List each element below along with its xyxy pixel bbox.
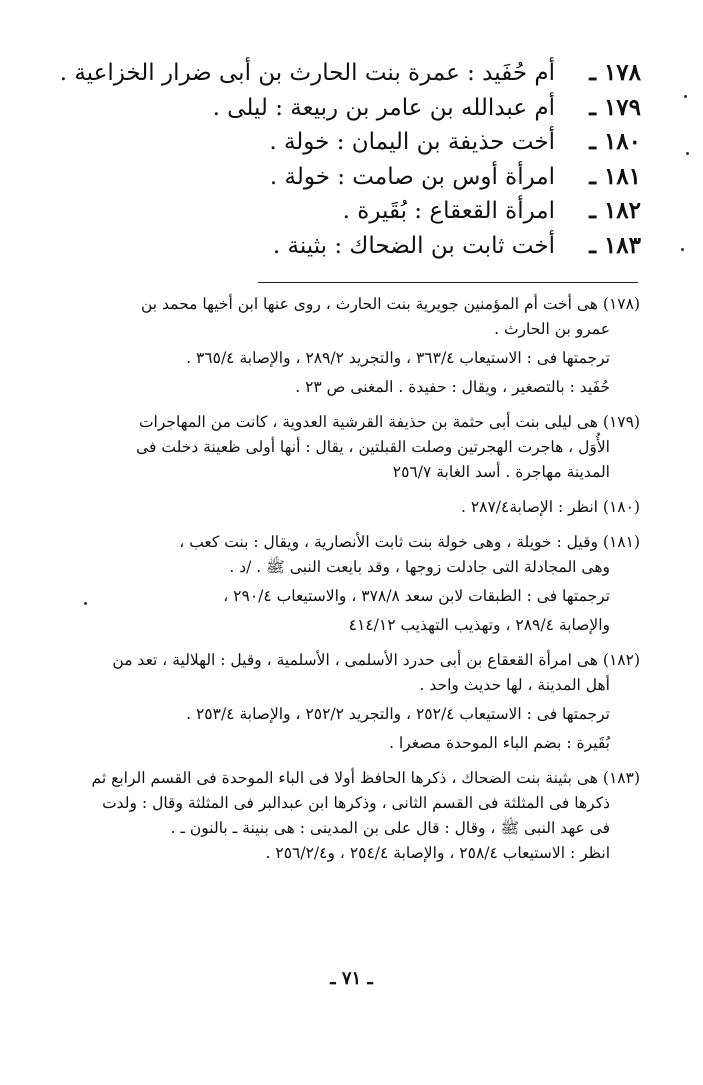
footnote-reference: ترجمتها فى : الطبقات لابن سعد ٣٧٨/٨ ، والاستيعاب ٢٩٠/٤ ، [223,587,610,605]
entry-number: ١٨٣ ـ [589,231,641,259]
footnote-line: (١٨٠) انظر : الإصابة٢٨٧/٤ . [460,498,640,516]
scan-speck [686,152,689,155]
scan-speck [681,248,684,251]
footnote-180 [88,495,640,520]
footnote-reference: ترجمتها فى : الاستيعاب ٣٦٣/٤ ، والتجريد ٢٨٩/٢ ، والإصابة ٣٦٥/٤ . [186,349,610,367]
footnote-line: أهل المدينة ، لها حديث واحد . [419,676,610,694]
footnote-179 [88,410,640,485]
entry-183 [121,229,641,264]
footnote-line: عمرو بن الحارث . [494,320,610,338]
entry-178 [59,56,641,91]
footnote-line: (١٨٢) هى امرأة القعقاع بن أبى حدرد الأسلمى ، الأسلمية ، وقيل : الهلالية ، تعد من [112,651,640,669]
footnote-line: (١٧٩) هى ليلى بنت أبى حثمة بن حذيفة القرشية العدوية ، كانت من المهاجرات [138,413,640,431]
footnote-183 [88,766,640,866]
entry-text: أخت حذيفة بن اليمان : خولة . [269,129,555,156]
entry-182 [121,194,641,229]
entries-list [59,56,641,264]
entry-number: ١٧٨ ـ [589,59,641,86]
footnote-reference: ترجمتها فى : الاستيعاب ٢٥٢/٤ ، والتجريد ٢٥٢/٢ ، والإصابة ٢٥٣/٤ . [186,705,610,723]
entry-text: امرأة أوس بن صامت : خولة . [269,163,555,190]
footnote-line: وهى المجادلة التى جادلت زوجها ، وقد بايعت النبى ﷺ . /د . [229,558,610,576]
entry-text: أخت ثابت بن الضحاك : بثينة . [272,232,555,259]
entry-text: امرأة القعقاع : بُقَيرة . [342,198,555,225]
footnote-line: الأُوَل ، هاجرت الهجرتين وصلت القبلتين ، يقال : أنها أولى ظعينة دخلت فى [136,438,610,456]
footnote-line: ذكرها فى المثلثة فى القسم الثانى ، وذكرها ابن عبدالبر فى المثلثة وقال : ولدت [102,794,610,812]
entry-number: ١٨٠ ـ [589,128,641,156]
footnote-182 [88,648,640,756]
footnote-line: انظر : الاستيعاب ٢٥٨/٤ ، والإصابة ٢٥٤/٤ ، و٢٥٦/٢/٤ . [265,844,610,862]
footnotes [88,292,640,876]
entry-text: أم حُفَيد : عمرة بنت الحارث بن أبى ضرار الخزاعية . [59,60,555,86]
footnote-reference: والإصابة ٢٨٩/٤ ، وتهذيب التهذيب ٤١٤/١٢ [348,616,610,634]
entry-180 [121,125,641,160]
footnote-line: (١٨٣) هى بثينة بنت الضحاك ، ذكرها الحافظ أولا فى الباء الموحدة فى القسم الرابع ثم [91,769,640,787]
entry-number: ١٨٢ ـ [589,197,641,225]
footnote-line: فى عهد النبى ﷺ ، وقال : قال على بن المدينى : هى بنينة ـ بالنون ـ . [170,819,610,837]
footnote-reference: حُفَيد : بالتصغير ، ويقال : حفيدة . المغنى ص ٢٣ . [295,378,610,396]
footnote-178 [88,292,640,400]
footnote-line: (١٧٨) هى أخت أم المؤمنين جويرية بنت الحارث ، روى عنها ابن أخيها محمد بن [140,295,640,313]
entry-text: أم عبدالله بن عامر بن ربيعة : ليلى . [212,94,555,121]
footnote-reference: بُقَيرة : بضم الباء الموحدة مصغرا . [389,734,610,752]
scan-speck [684,95,687,98]
footnote-line: المدينة مهاجرة . أسد الغابة ٢٥٦/٧ [392,463,610,481]
footnote-line: (١٨١) وقيل : خويلة ، وهى خولة بنت ثابت الأنصارية ، ويقال : بنت كعب ، [179,533,640,551]
entry-181 [121,160,641,195]
entry-number: ١٧٩ ـ [589,93,641,121]
scan-speck [84,602,87,605]
page-number: ـ ٧١ ـ [330,968,373,989]
entry-179 [121,91,641,126]
footnote-181 [88,530,640,638]
footnote-separator [258,282,638,283]
entry-number: ١٨١ ـ [589,162,641,190]
